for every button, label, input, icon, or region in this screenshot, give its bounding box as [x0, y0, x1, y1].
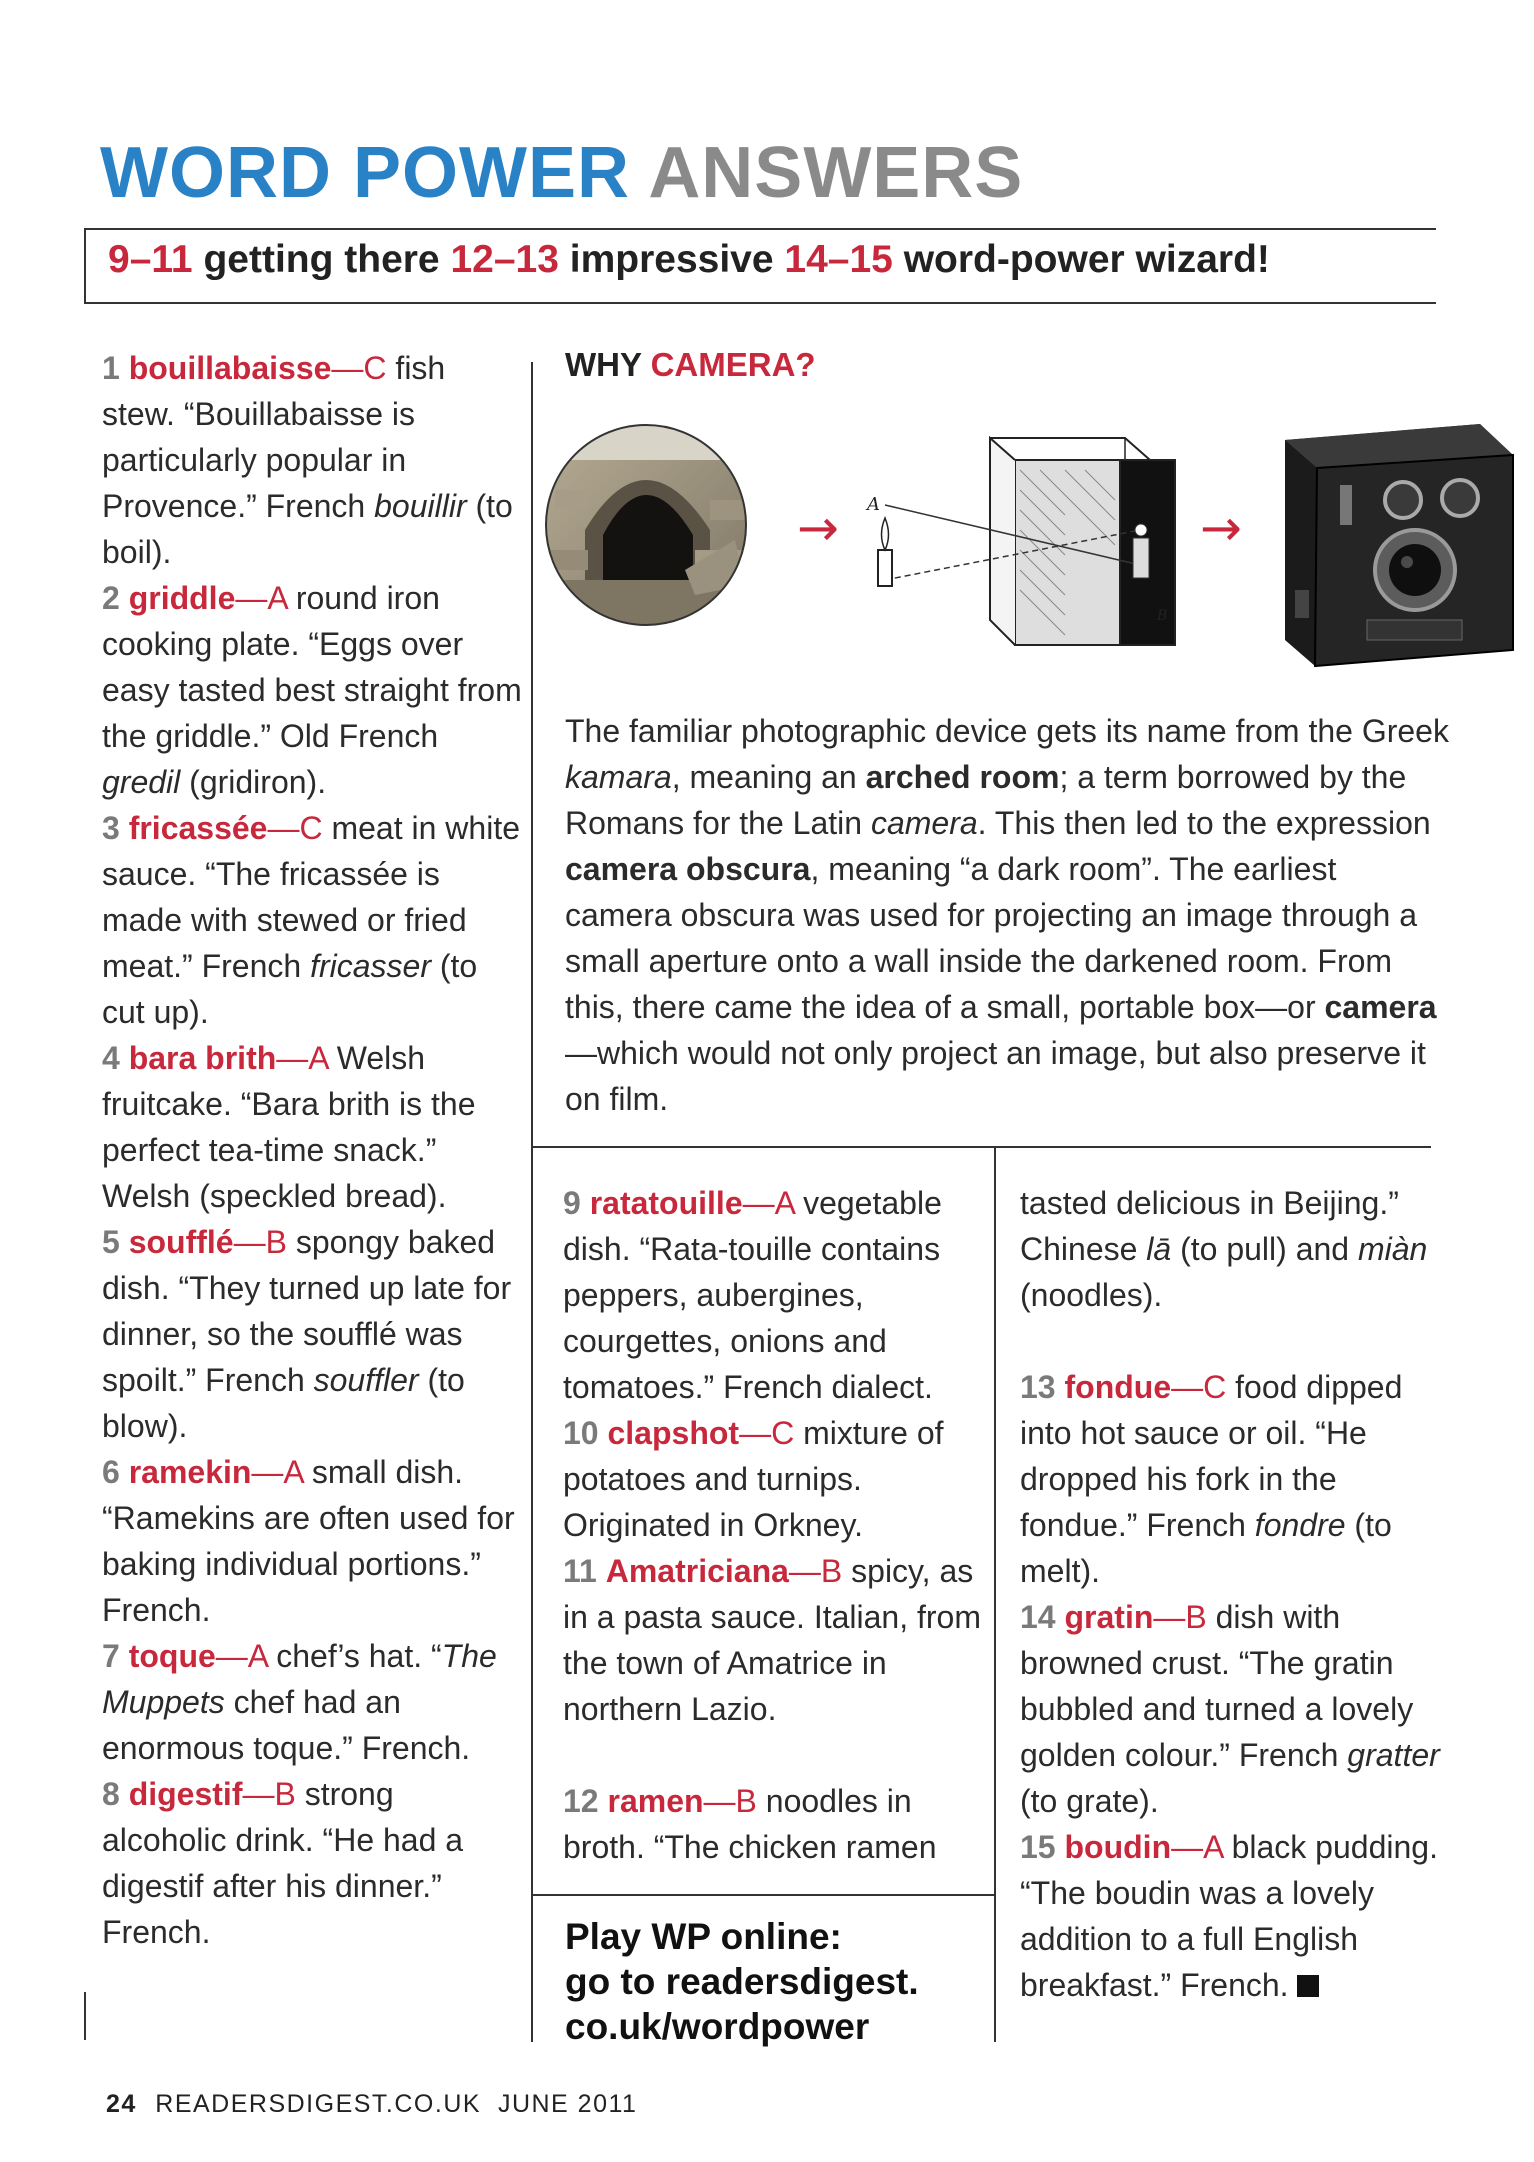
- answer-definition: black pudding. “The boudin was a lovely addition to a full English breakfast.” French.: [1020, 1829, 1438, 2003]
- sidebar-bottom-rule: [531, 1146, 1431, 1148]
- score-range: 14–15: [784, 238, 893, 281]
- answer-item: 6 ramekin—A small dish. “Ramekins are often used for baking individual portions.” French.: [102, 1454, 515, 1628]
- answer-word: toque: [128, 1638, 216, 1674]
- answer-number: 10: [563, 1415, 599, 1451]
- left-column-rule: [84, 1992, 86, 2040]
- sidebar-title: [565, 346, 816, 384]
- score-bar: [108, 238, 1270, 282]
- score-label: getting there: [203, 238, 440, 281]
- answer-number: 4: [102, 1040, 120, 1076]
- answer-letter: C: [771, 1415, 795, 1451]
- answer-number: 3: [102, 810, 120, 846]
- answer-number: 7: [102, 1638, 120, 1674]
- answer-number: 15: [1020, 1829, 1056, 1865]
- answer-item: 8 digestif—B strong alcoholic drink. “He had a digestif after his dinner.” French.: [102, 1776, 464, 1950]
- answer-word: soufflé: [128, 1224, 234, 1260]
- answer-letter: B: [1185, 1599, 1207, 1635]
- answer-word: gratin: [1064, 1599, 1154, 1635]
- diagram-label-b: B: [1157, 608, 1168, 624]
- page-footer: [106, 2090, 637, 2119]
- answers-column-2: [563, 1180, 988, 1732]
- page-title: [100, 132, 1023, 214]
- answer-definition: tasted delicious in Beijing.” Chinese lā (to pull) and miàn (noodles).: [1020, 1185, 1428, 1313]
- answer-12-part-a: [563, 1778, 988, 1870]
- answer-item: 2 griddle—A round iron cooking plate. “Eggs over easy tasted best straight from the griddle.” Old French gredil (gridiron).: [102, 580, 522, 800]
- answer-definition: chef’s hat. “The Muppets chef had an enormous toque.” French.: [102, 1638, 497, 1766]
- answer-word: fondue: [1064, 1369, 1172, 1405]
- answer-letter: C: [1203, 1369, 1227, 1405]
- answer-number: 9: [563, 1185, 581, 1221]
- sidebar-title-why: WHY: [565, 346, 642, 383]
- answer-item: 4 bara brith—A Welsh fruitcake. “Bara brith is the perfect tea-time snack.” Welsh (speckled bread).: [102, 1040, 476, 1214]
- answer-letter: B: [735, 1783, 757, 1819]
- answer-number: 2: [102, 580, 120, 616]
- answer-word: fricassée: [128, 810, 268, 846]
- right-column-rule: [994, 1146, 996, 2042]
- footer-date: JUNE 2011: [497, 2090, 638, 2118]
- answer-item: [1020, 1180, 1440, 1318]
- sidebar-body-text: The familiar photographic device gets its name from the Greek kamara, meaning an arched room; a term borrowed by the Romans for the Latin camera. This then led to the expression camera obscura, meaning “a dark room”. The earliest camera obscura was used for projecting an image through a small aperture onto a wall inside the darkened room. From this, there came the idea of a small, portable box—or camera—which would not only project an image, but also preserve it on film.: [565, 713, 1449, 1117]
- sidebar-title-camera: CAMERA?: [650, 346, 816, 383]
- score-range: 9–11: [108, 238, 193, 281]
- answer-letter: B: [274, 1776, 296, 1812]
- answer-item: 14 gratin—B dish with browned crust. “The gratin bubbled and turned a lovely golden colour.” French gratter (to grate).: [1020, 1599, 1440, 1819]
- box-camera-photo: [1285, 424, 1513, 666]
- answer-letter: B: [265, 1224, 287, 1260]
- answer-item: 7 toque—A chef’s hat. “The Muppets chef had an enormous toque.” French.: [102, 1638, 497, 1766]
- answer-word: Amatriciana: [605, 1553, 789, 1589]
- answer-word: boudin: [1064, 1829, 1172, 1865]
- answer-letter: C: [363, 350, 387, 386]
- answer-definition: meat in white sauce. “The fricassée is made with stewed or fried meat.” French fricasser (to cut up).: [102, 810, 520, 1030]
- answer-letter: C: [299, 810, 323, 846]
- answer-word: digestif: [128, 1776, 243, 1812]
- arrow-right-icon: →: [1200, 499, 1242, 557]
- answer-definition: spongy baked dish. “They turned up late for dinner, so the soufflé was spoilt.” French souffler (to blow).: [102, 1224, 512, 1444]
- answer-item: 12 ramen—B noodles in broth. “The chicken ramen: [563, 1778, 988, 1870]
- answer-word: ramekin: [128, 1454, 252, 1490]
- promo-box: [565, 1914, 1005, 2049]
- answer-item: 5 soufflé—B spongy baked dish. “They turned up late for dinner, so the soufflé was spoilt.” French souffler (to blow).: [102, 1224, 512, 1444]
- promo-top-rule: [531, 1894, 996, 1896]
- answer-word: bara brith: [128, 1040, 277, 1076]
- answer-definition: small dish. “Ramekins are often used for baking individual portions.” French.: [102, 1454, 515, 1628]
- answer-letter: A: [267, 580, 287, 616]
- answer-definition: spicy, as in a pasta sauce. Italian, from the town of Amatrice in northern Lazio.: [563, 1553, 981, 1727]
- answer-definition: vegetable dish. “Rata-touille contains peppers, aubergines, courgettes, onions and tomatoes.” French dialect.: [563, 1185, 942, 1405]
- answers-column-1: [102, 345, 522, 1955]
- answer-letter: A: [283, 1454, 303, 1490]
- answer-definition: food dipped into hot sauce or oil. “He dropped his fork in the fondue.” French fondre (to melt).: [1020, 1369, 1403, 1589]
- answers-column-3: [1020, 1364, 1440, 2008]
- answer-word: clapshot: [607, 1415, 740, 1451]
- arched-room-photo: [545, 420, 755, 640]
- answer-word: bouillabaisse: [128, 350, 332, 386]
- answer-12-part-b: [1020, 1180, 1440, 1364]
- answer-number: 6: [102, 1454, 120, 1490]
- answer-word: ratatouille: [589, 1185, 743, 1221]
- camera-obscura-drawing: [865, 438, 1175, 645]
- answer-item: 1 bouillabaisse—C fish stew. “Bouillabaisse is particularly popular in Provence.” French bouillir (to boil).: [102, 350, 513, 570]
- title-answers: ANSWERS: [648, 133, 1024, 213]
- answer-number: 5: [102, 1224, 120, 1260]
- answer-item: 13 fondue—C food dipped into hot sauce or oil. “He dropped his fork in the fondue.” French fondre (to melt).: [1020, 1369, 1403, 1589]
- promo-link[interactable]: co.uk/wordpower: [565, 2006, 870, 2047]
- diagram-label-a: A: [867, 494, 880, 515]
- score-range: 12–13: [450, 238, 559, 281]
- footer-site: READERSDIGEST.CO.UK: [155, 2090, 482, 2118]
- answer-number: 1: [102, 350, 120, 386]
- answer-letter: A: [308, 1040, 328, 1076]
- answer-word: griddle: [128, 580, 236, 616]
- answer-item: 3 fricassée—C meat in white sauce. “The fricassée is made with stewed or fried meat.” French fricasser (to cut up).: [102, 810, 520, 1030]
- promo-link[interactable]: go to readersdigest.: [565, 1961, 919, 2002]
- answer-definition: round iron cooking plate. “Eggs over easy tasted best straight from the griddle.” Old French gredil (gridiron).: [102, 580, 522, 800]
- answer-letter: A: [774, 1185, 795, 1221]
- score-label: word-power wizard!: [903, 238, 1270, 281]
- score-bar-bottom-rule: [84, 302, 1436, 304]
- page-number: 24: [106, 2090, 137, 2118]
- promo-line: Play WP online:: [565, 1916, 842, 1957]
- answer-definition: mixture of potatoes and turnips. Originated in Orkney.: [563, 1415, 944, 1543]
- answer-letter: A: [247, 1638, 268, 1674]
- camera-history-diagram: [545, 410, 1525, 700]
- score-label: impressive: [569, 238, 774, 281]
- answer-number: 12: [563, 1783, 599, 1819]
- answer-number: 11: [563, 1553, 597, 1589]
- answer-item: 9 ratatouille—A vegetable dish. “Rata-touille contains peppers, aubergines, courgettes, onions and tomatoes.” French dialect.: [563, 1185, 942, 1405]
- answer-item: 11 Amatriciana—B spicy, as in a pasta sauce. Italian, from the town of Amatrice in northern Lazio.: [563, 1553, 981, 1727]
- title-word-power: WORD POWER: [100, 133, 630, 213]
- answer-letter: B: [820, 1553, 843, 1589]
- answer-definition: Welsh fruitcake. “Bara brith is the perfect tea-time snack.” Welsh (speckled bread).: [102, 1040, 476, 1214]
- middle-column-rule: [531, 362, 533, 2042]
- answer-number: 13: [1020, 1369, 1056, 1405]
- answer-definition: strong alcoholic drink. “He had a digestif after his dinner.” French.: [102, 1776, 464, 1950]
- sidebar-body: [565, 708, 1450, 1122]
- answer-definition: dish with browned crust. “The gratin bubbled and turned a lovely golden colour.” French gratter (to grate).: [1020, 1599, 1440, 1819]
- answer-item: 15 boudin—A black pudding. “The boudin was a lovely addition to a full English breakfast.” French.: [1020, 1829, 1438, 2003]
- score-bar-left-rule: [84, 228, 86, 304]
- answer-letter: A: [1203, 1829, 1223, 1865]
- end-mark-icon: [1297, 1975, 1319, 1997]
- answer-definition: fish stew. “Bouillabaisse is particularly popular in Provence.” French bouillir (to boil).: [102, 350, 513, 570]
- answer-definition: noodles in broth. “The chicken ramen: [563, 1783, 937, 1865]
- answer-word: ramen: [607, 1783, 704, 1819]
- answer-item: 10 clapshot—C mixture of potatoes and turnips. Originated in Orkney.: [563, 1415, 944, 1543]
- arrow-right-icon: →: [797, 499, 839, 557]
- answer-number: 14: [1020, 1599, 1056, 1635]
- answer-number: 8: [102, 1776, 120, 1812]
- score-bar-top-rule: [84, 228, 1436, 230]
